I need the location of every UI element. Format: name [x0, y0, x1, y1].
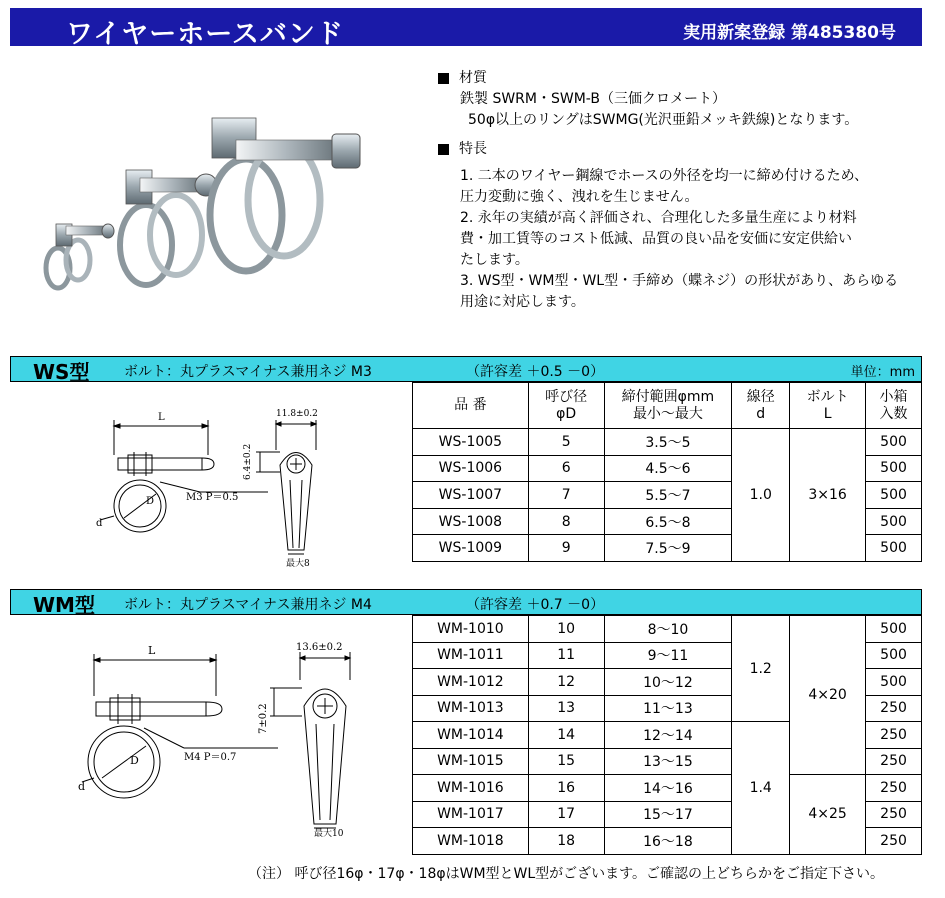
table-row — [413, 429, 922, 456]
table-cell: 13～15 — [604, 748, 732, 775]
wm-diagram — [74, 640, 394, 840]
ws-dim-D: D — [146, 496, 155, 507]
feature-line: 用途に対応します。 — [460, 294, 585, 310]
table-cell: 250 — [866, 722, 922, 749]
wm-wire-a: 1.2 — [732, 616, 790, 722]
ws-dim-height: 6.4±0.2 — [243, 443, 253, 480]
table-cell: WM-1016 — [413, 775, 529, 802]
feature-line: 2. 永年の実績が高く評価され、合理化した多量生産により材料 — [460, 210, 857, 226]
table-cell: 7 — [528, 482, 604, 509]
small-clamp — [46, 224, 114, 288]
col-box: 小箱 入数 — [866, 383, 922, 429]
table-cell: 500 — [866, 669, 922, 696]
ws-spec-table — [412, 382, 922, 562]
table-cell: 9～11 — [604, 642, 732, 669]
wm-dim-height: 7±0.2 — [258, 703, 269, 734]
ws-diagram — [90, 400, 390, 570]
feature-line: 1. 二本のワイヤー鋼線でホースの外径を均一に締め付けるため、 — [460, 168, 869, 184]
table-cell: 250 — [866, 828, 922, 855]
table-cell: 250 — [866, 775, 922, 802]
table-cell: 6 — [528, 455, 604, 482]
large-clamp — [210, 118, 360, 271]
table-cell: 5.5～7 — [604, 482, 732, 509]
table-cell: WS-1007 — [413, 482, 529, 509]
table-cell: 250 — [866, 801, 922, 828]
wm-wire-b: 1.4 — [732, 722, 790, 855]
square-bullet-icon — [438, 144, 449, 155]
ws-header-row — [413, 383, 922, 429]
wm-spec-table — [412, 615, 922, 855]
table-cell: 12～14 — [604, 722, 732, 749]
unit-label: 単位：mm — [850, 365, 915, 380]
col-wire: 線径 d — [732, 383, 790, 429]
table-cell: WM-1011 — [413, 642, 529, 669]
table-cell: WS-1005 — [413, 429, 529, 456]
table-cell: WM-1017 — [413, 801, 529, 828]
table-cell: WM-1012 — [413, 669, 529, 696]
table-cell: 500 — [866, 455, 922, 482]
table-cell: 13 — [528, 695, 604, 722]
table-cell: WM-1015 — [413, 748, 529, 775]
feature-list — [438, 166, 928, 313]
table-cell: 15 — [528, 748, 604, 775]
table-cell: 16 — [528, 775, 604, 802]
ws-dim-width: 11.8±0.2 — [276, 409, 318, 419]
square-bullet-icon — [438, 73, 449, 84]
col-nominal: 呼び径 φD — [528, 383, 604, 429]
table-cell: 500 — [866, 508, 922, 535]
material-heading: 材質 — [438, 68, 928, 89]
table-cell: 12 — [528, 669, 604, 696]
wm-type-label: WM型 — [33, 593, 95, 617]
medium-clamp — [120, 170, 217, 285]
table-cell: 500 — [866, 616, 922, 643]
table-cell: 10～12 — [604, 669, 732, 696]
table-cell: 14 — [528, 722, 604, 749]
table-cell: 250 — [866, 695, 922, 722]
table-cell: WM-1014 — [413, 722, 529, 749]
wm-bolt-spec: ボルト：丸プラスマイナス兼用ネジ M4 — [124, 597, 372, 613]
table-cell: WM-1018 — [413, 828, 529, 855]
table-cell: 6.5～8 — [604, 508, 732, 535]
table-cell: 17 — [528, 801, 604, 828]
table-row — [413, 775, 922, 802]
material-line: 鉄製 SWRM・SWM-B（三価クロメート） — [460, 91, 726, 107]
col-part: 品 番 — [413, 383, 529, 429]
registration-number: 実用新案登録 第485380号 — [683, 23, 896, 43]
feature-heading: 特長 — [438, 139, 928, 160]
feature-line: 圧力変動に強く、洩れを生じません。 — [460, 189, 699, 205]
table-cell: WS-1008 — [413, 508, 529, 535]
wm-dim-max: 最大10 — [314, 829, 344, 839]
table-cell: WM-1010 — [413, 616, 529, 643]
table-cell: 11 — [528, 642, 604, 669]
table-cell: 15～17 — [604, 801, 732, 828]
table-cell: 10 — [528, 616, 604, 643]
wm-dim-L: L — [148, 644, 156, 657]
table-cell: 500 — [866, 482, 922, 509]
ws-type-label: WS型 — [33, 360, 90, 384]
ws-tolerance: （許容差 ＋0.5 －0） — [466, 364, 605, 380]
wm-section-bar — [10, 589, 922, 615]
product-photo — [36, 100, 386, 310]
table-cell: 9 — [528, 535, 604, 562]
table-cell: WS-1009 — [413, 535, 529, 562]
material-line: 50φ以上のリングはSWMG(光沢亜鉛メッキ鉄線)となります。 — [468, 112, 859, 128]
wm-bolt-b: 4×25 — [790, 775, 866, 855]
ws-bolt-spec: ボルト：丸プラスマイナス兼用ネジ M3 — [124, 364, 372, 380]
table-row — [413, 616, 922, 643]
table-cell: 11～13 — [604, 695, 732, 722]
feature-line: 費・加工賃等のコスト低減、品質の良い品を安価に安定供給い — [460, 231, 852, 247]
page-title: ワイヤーホースバンド — [66, 19, 344, 50]
ws-wire: 1.0 — [732, 429, 790, 562]
wm-bolt-a: 4×20 — [790, 616, 866, 775]
ws-dim-thread: M3 P＝0.5 — [186, 492, 239, 503]
ws-section-bar — [10, 356, 922, 382]
table-cell: 14～16 — [604, 775, 732, 802]
table-cell: 500 — [866, 535, 922, 562]
table-cell: 500 — [866, 642, 922, 669]
ws-bolt-size: 3×16 — [790, 429, 866, 562]
table-cell: 5 — [528, 429, 604, 456]
table-cell: 16～18 — [604, 828, 732, 855]
ws-dim-d: d — [96, 518, 103, 529]
col-bolt: ボルト L — [790, 383, 866, 429]
ws-dim-max: 最大8 — [286, 559, 310, 569]
feature-line: 3. WS型・WM型・WL型・手締め（蝶ネジ）の形状があり、あらゆる — [460, 273, 899, 289]
wm-dim-D: D — [130, 754, 139, 767]
table-cell: 3.5～5 — [604, 429, 732, 456]
description — [438, 68, 928, 313]
table-cell: 4.5～6 — [604, 455, 732, 482]
table-cell: 500 — [866, 429, 922, 456]
table-cell: 8 — [528, 508, 604, 535]
table-cell: WM-1013 — [413, 695, 529, 722]
table-cell: 8～10 — [604, 616, 732, 643]
wm-tolerance: （許容差 ＋0.7 －0） — [466, 597, 605, 613]
wm-dim-thread: M4 P＝0.7 — [184, 752, 237, 763]
footnote: （注） 呼び径16φ・17φ・18φはWM型とWL型がございます。ご確認の上どちらかをご指定下さい。 — [248, 866, 885, 882]
title-banner — [10, 8, 922, 50]
table-cell: 7.5～9 — [604, 535, 732, 562]
table-cell: 18 — [528, 828, 604, 855]
table-cell: 250 — [866, 748, 922, 775]
table-cell: WS-1006 — [413, 455, 529, 482]
wm-dim-d: d — [78, 780, 86, 793]
col-range: 締付範囲φmm 最小～最大 — [604, 383, 732, 429]
ws-dim-L: L — [158, 412, 165, 423]
wm-dim-width: 13.6±0.2 — [296, 642, 343, 653]
feature-line: たします。 — [460, 252, 529, 268]
